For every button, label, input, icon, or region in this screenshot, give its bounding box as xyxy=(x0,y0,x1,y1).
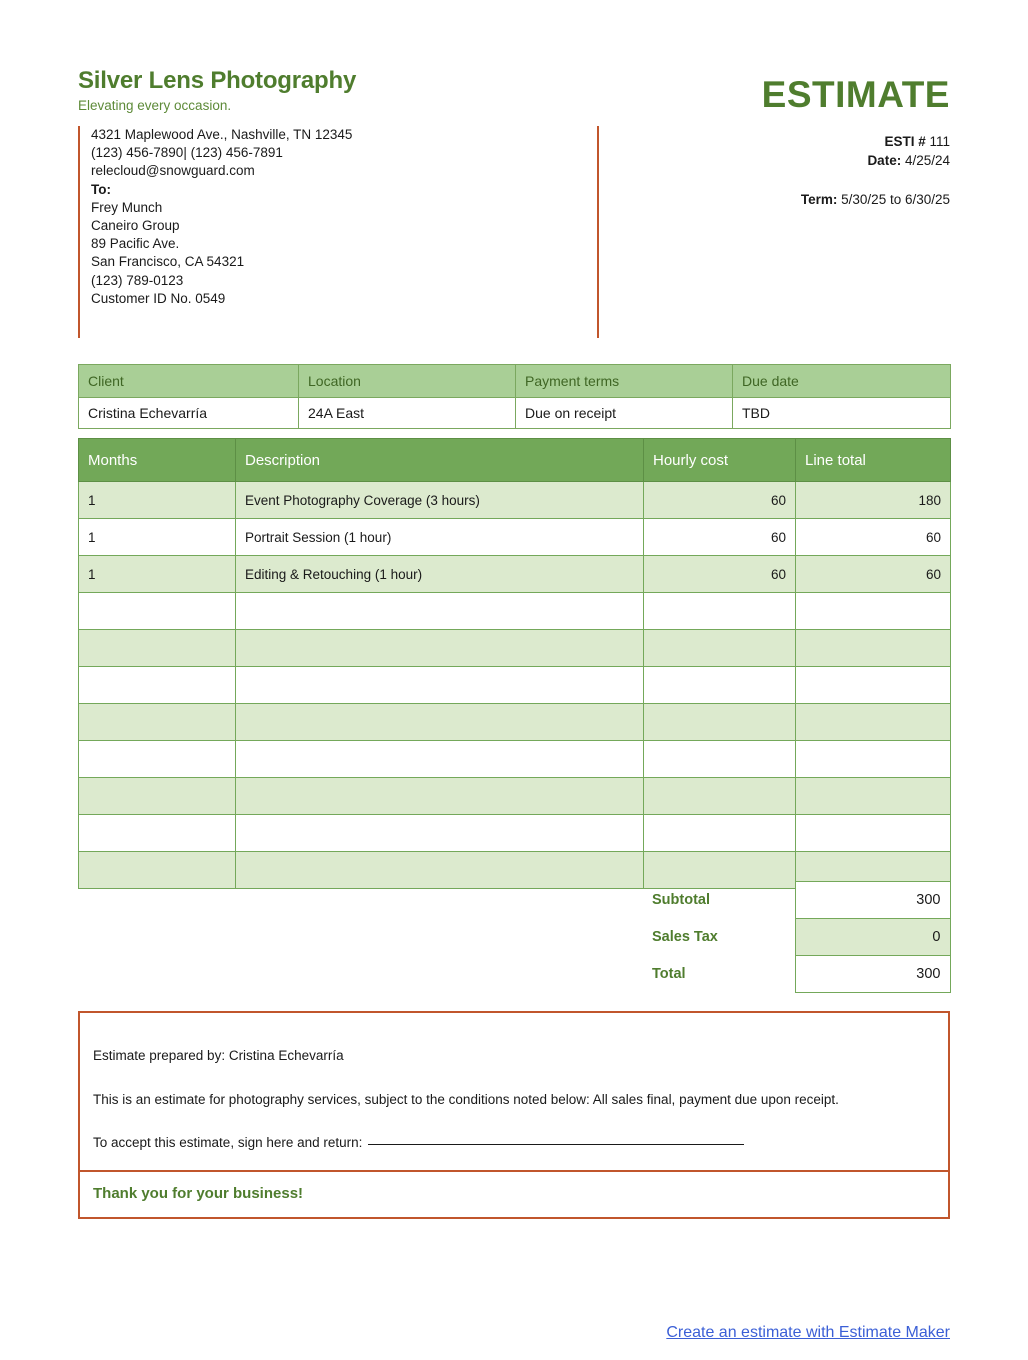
bill-to-name: Frey Munch xyxy=(91,199,163,215)
item-months xyxy=(79,815,236,852)
signature-line xyxy=(93,1134,935,1152)
client-value-client: Cristina Echevarría xyxy=(79,398,299,429)
item-line-total xyxy=(796,593,951,630)
item-description xyxy=(236,704,644,741)
estimate-number-label: ESTI # xyxy=(884,134,930,149)
client-table-header-row xyxy=(79,365,951,398)
table-row xyxy=(79,704,951,741)
table-row xyxy=(79,556,951,593)
item-hourly-cost: 60 xyxy=(644,519,796,556)
item-line-total: 180 xyxy=(796,482,951,519)
total-label: Total xyxy=(652,966,686,982)
bill-to-customer-id: Customer ID No. 0549 xyxy=(91,290,226,306)
company-phones: (123) 456-7890| (123) 456-7891 xyxy=(91,145,283,161)
client-header-client: Client xyxy=(79,365,299,398)
estimate-term-line xyxy=(620,191,950,210)
subtotal-label: Subtotal xyxy=(652,892,710,908)
item-line-total: 60 xyxy=(796,556,951,593)
item-description: Event Photography Coverage (3 hours) xyxy=(236,482,644,519)
estimate-date-line xyxy=(620,152,950,171)
header-divider-rule xyxy=(597,126,599,338)
page-title: ESTIMATE xyxy=(761,74,950,115)
items-header-line-total: Line total xyxy=(796,439,951,482)
estimate-number-value: 111 xyxy=(929,134,950,149)
document-header xyxy=(78,68,950,348)
item-months xyxy=(79,593,236,630)
company-email: relecloud@snowguard.com xyxy=(91,163,255,179)
client-value-location: 24A East xyxy=(299,398,516,429)
items-header-description: Description xyxy=(236,439,644,482)
terms-line: This is an estimate for photography services, subject to the conditions noted below: All sales final, payment due upon receipt. xyxy=(93,1091,839,1107)
table-row xyxy=(79,482,951,519)
table-row xyxy=(79,815,951,852)
item-months xyxy=(79,704,236,741)
item-line-total xyxy=(796,778,951,815)
item-description: Portrait Session (1 hour) xyxy=(236,519,644,556)
total-value: 300 xyxy=(795,956,950,993)
bill-to-street: 89 Pacific Ave. xyxy=(91,236,180,252)
table-row xyxy=(79,630,951,667)
item-description xyxy=(236,852,644,889)
item-hourly-cost xyxy=(644,704,796,741)
item-line-total xyxy=(796,741,951,778)
signature-prompt: To accept this estimate, sign here and return: xyxy=(93,1135,363,1151)
client-header-due-date: Due date xyxy=(733,365,951,398)
create-estimate-link[interactable]: Create an estimate with Estimate Maker xyxy=(666,1324,950,1341)
notes-content xyxy=(80,1013,948,1170)
document-meta xyxy=(620,133,950,210)
item-description xyxy=(236,741,644,778)
item-hourly-cost: 60 xyxy=(644,556,796,593)
item-line-total xyxy=(796,815,951,852)
item-months xyxy=(79,741,236,778)
client-value-due-date: TBD xyxy=(733,398,951,429)
table-row xyxy=(79,741,951,778)
estimate-date-value: 4/25/24 xyxy=(904,152,950,168)
client-header-payment-terms: Payment terms xyxy=(516,365,733,398)
table-row xyxy=(79,398,951,429)
item-months xyxy=(79,630,236,667)
item-months: 1 xyxy=(79,482,236,519)
total-row xyxy=(643,956,950,993)
item-hourly-cost xyxy=(644,630,796,667)
table-row xyxy=(79,778,951,815)
items-header-months: Months xyxy=(79,439,236,482)
client-value-payment-terms: Due on receipt xyxy=(516,398,733,429)
subtotal-value: 300 xyxy=(795,882,950,919)
sales-tax-value: 0 xyxy=(795,919,950,956)
items-table-header-row xyxy=(79,439,951,482)
item-line-total: 60 xyxy=(796,519,951,556)
sender-and-recipient-block xyxy=(78,126,598,338)
totals-table xyxy=(643,881,951,993)
item-hourly-cost xyxy=(644,778,796,815)
item-description: Editing & Retouching (1 hour) xyxy=(236,556,644,593)
bill-to-label: To: xyxy=(91,181,111,197)
bill-to-city-state-zip: San Francisco, CA 54321 xyxy=(91,254,245,270)
bill-to-phone: (123) 789-0123 xyxy=(91,272,184,288)
notes-box xyxy=(78,1011,950,1219)
table-row xyxy=(79,667,951,704)
item-description xyxy=(236,630,644,667)
sales-tax-row xyxy=(643,919,950,956)
item-hourly-cost: 60 xyxy=(644,482,796,519)
estimate-term-value: 5/30/25 to 6/30/25 xyxy=(841,192,950,207)
company-address: 4321 Maplewood Ave., Nashville, TN 12345 xyxy=(91,127,353,142)
item-line-total xyxy=(796,704,951,741)
subtotal-row xyxy=(643,882,950,919)
prepared-by-line: Estimate prepared by: Cristina Echevarría xyxy=(93,1048,344,1063)
item-months: 1 xyxy=(79,519,236,556)
item-description xyxy=(236,593,644,630)
item-description xyxy=(236,667,644,704)
item-months xyxy=(79,852,236,889)
estimate-date-label: Date: xyxy=(867,152,905,168)
thank-you-message: Thank you for your business! xyxy=(93,1184,304,1202)
item-months: 1 xyxy=(79,556,236,593)
estimate-number-line xyxy=(620,133,950,152)
item-line-total xyxy=(796,667,951,704)
table-row xyxy=(79,519,951,556)
item-hourly-cost xyxy=(644,667,796,704)
table-row xyxy=(79,593,951,630)
item-hourly-cost xyxy=(644,741,796,778)
item-months xyxy=(79,667,236,704)
bill-to-organization: Caneiro Group xyxy=(91,218,180,234)
client-info-table xyxy=(78,364,951,429)
item-line-total xyxy=(796,630,951,667)
line-items-table xyxy=(78,438,951,889)
signature-rule[interactable] xyxy=(368,1144,744,1145)
company-tagline: Elevating every occasion. xyxy=(78,98,232,114)
company-name: Silver Lens Photography xyxy=(78,67,357,94)
client-header-location: Location xyxy=(299,365,516,398)
item-description xyxy=(236,778,644,815)
sales-tax-label: Sales Tax xyxy=(652,929,718,945)
item-hourly-cost xyxy=(644,593,796,630)
item-description xyxy=(236,815,644,852)
estimate-term-label: Term: xyxy=(800,192,842,207)
items-header-hourly-cost: Hourly cost xyxy=(644,439,796,482)
item-hourly-cost xyxy=(644,815,796,852)
item-months xyxy=(79,778,236,815)
